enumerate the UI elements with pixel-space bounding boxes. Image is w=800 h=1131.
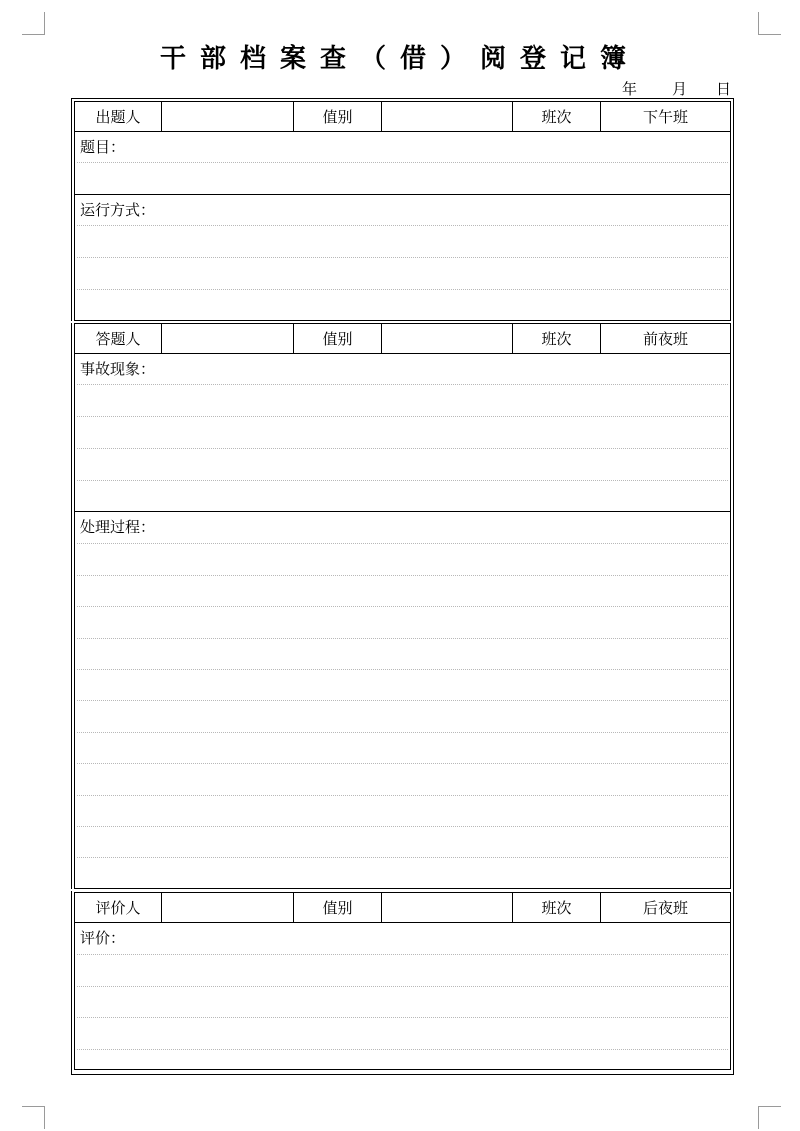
ruled-line xyxy=(77,384,728,385)
crop-mark-bottom-right xyxy=(758,1106,781,1129)
section2-shift-value[interactable]: 前夜班 xyxy=(642,330,688,348)
section1-duty-field[interactable] xyxy=(382,102,513,131)
section3-shift-label: 班次 xyxy=(513,893,601,922)
section3-shift-value[interactable]: 后夜班 xyxy=(642,899,688,917)
section3-person-label: 评价人 xyxy=(75,893,162,922)
ruled-line xyxy=(77,732,728,733)
section2-person-field[interactable] xyxy=(162,324,294,353)
ruled-line xyxy=(77,638,728,639)
section1-shift-label: 班次 xyxy=(513,102,601,131)
date-month-label: 月 xyxy=(672,80,688,98)
topic-label: 题目： xyxy=(80,138,126,156)
section1-duty-label: 值别 xyxy=(294,102,382,131)
ruled-line xyxy=(77,225,728,226)
operation-mode-area[interactable] xyxy=(74,195,731,321)
crop-mark-bottom-left xyxy=(22,1106,45,1129)
date-day-label: 日 xyxy=(716,80,732,98)
section1-person-field[interactable] xyxy=(162,102,294,131)
accident-phenomenon-label: 事故现象： xyxy=(80,360,156,378)
section1-shift-value[interactable]: 下午班 xyxy=(642,108,688,126)
ruled-line xyxy=(77,826,728,827)
ruled-line xyxy=(77,857,728,858)
ruled-line xyxy=(77,986,728,987)
crop-mark-top-left xyxy=(22,12,45,35)
section3-header-row xyxy=(74,892,731,923)
section-divider xyxy=(71,889,732,891)
handling-process-area[interactable] xyxy=(74,512,731,889)
ruled-line xyxy=(77,606,728,607)
operation-mode-label: 运行方式： xyxy=(80,201,156,219)
form-title: 干部档案查（借）阅登记簿 xyxy=(159,44,640,74)
evaluation-area[interactable] xyxy=(74,923,731,1070)
ruled-line xyxy=(77,257,728,258)
section2-shift-label: 班次 xyxy=(513,324,601,353)
handling-process-label: 处理过程： xyxy=(80,518,156,536)
topic-area[interactable] xyxy=(74,132,731,195)
section2-duty-label: 值别 xyxy=(294,324,382,353)
section2-header-row xyxy=(74,323,731,354)
section1-header-row xyxy=(74,101,731,132)
ruled-line xyxy=(77,480,728,481)
section2-person-label: 答题人 xyxy=(75,324,162,353)
ruled-line xyxy=(77,669,728,670)
date-year-label: 年 xyxy=(622,80,638,98)
section3-duty-field[interactable] xyxy=(382,893,513,922)
ruled-line xyxy=(77,1049,728,1050)
ruled-line xyxy=(77,448,728,449)
ruled-line xyxy=(77,162,728,163)
crop-mark-top-right xyxy=(758,12,781,35)
section1-person-label: 出题人 xyxy=(75,102,162,131)
ruled-line xyxy=(77,763,728,764)
ruled-line xyxy=(77,795,728,796)
section3-person-field[interactable] xyxy=(162,893,294,922)
ruled-line xyxy=(77,1017,728,1018)
evaluation-label: 评价： xyxy=(80,929,126,947)
ruled-line xyxy=(77,954,728,955)
accident-phenomenon-area[interactable] xyxy=(74,354,731,512)
ruled-line xyxy=(77,575,728,576)
section2-duty-field[interactable] xyxy=(382,324,513,353)
ruled-line xyxy=(77,416,728,417)
ruled-line xyxy=(77,289,728,290)
ruled-line xyxy=(77,543,728,544)
section3-duty-label: 值别 xyxy=(294,893,382,922)
ruled-line xyxy=(77,700,728,701)
